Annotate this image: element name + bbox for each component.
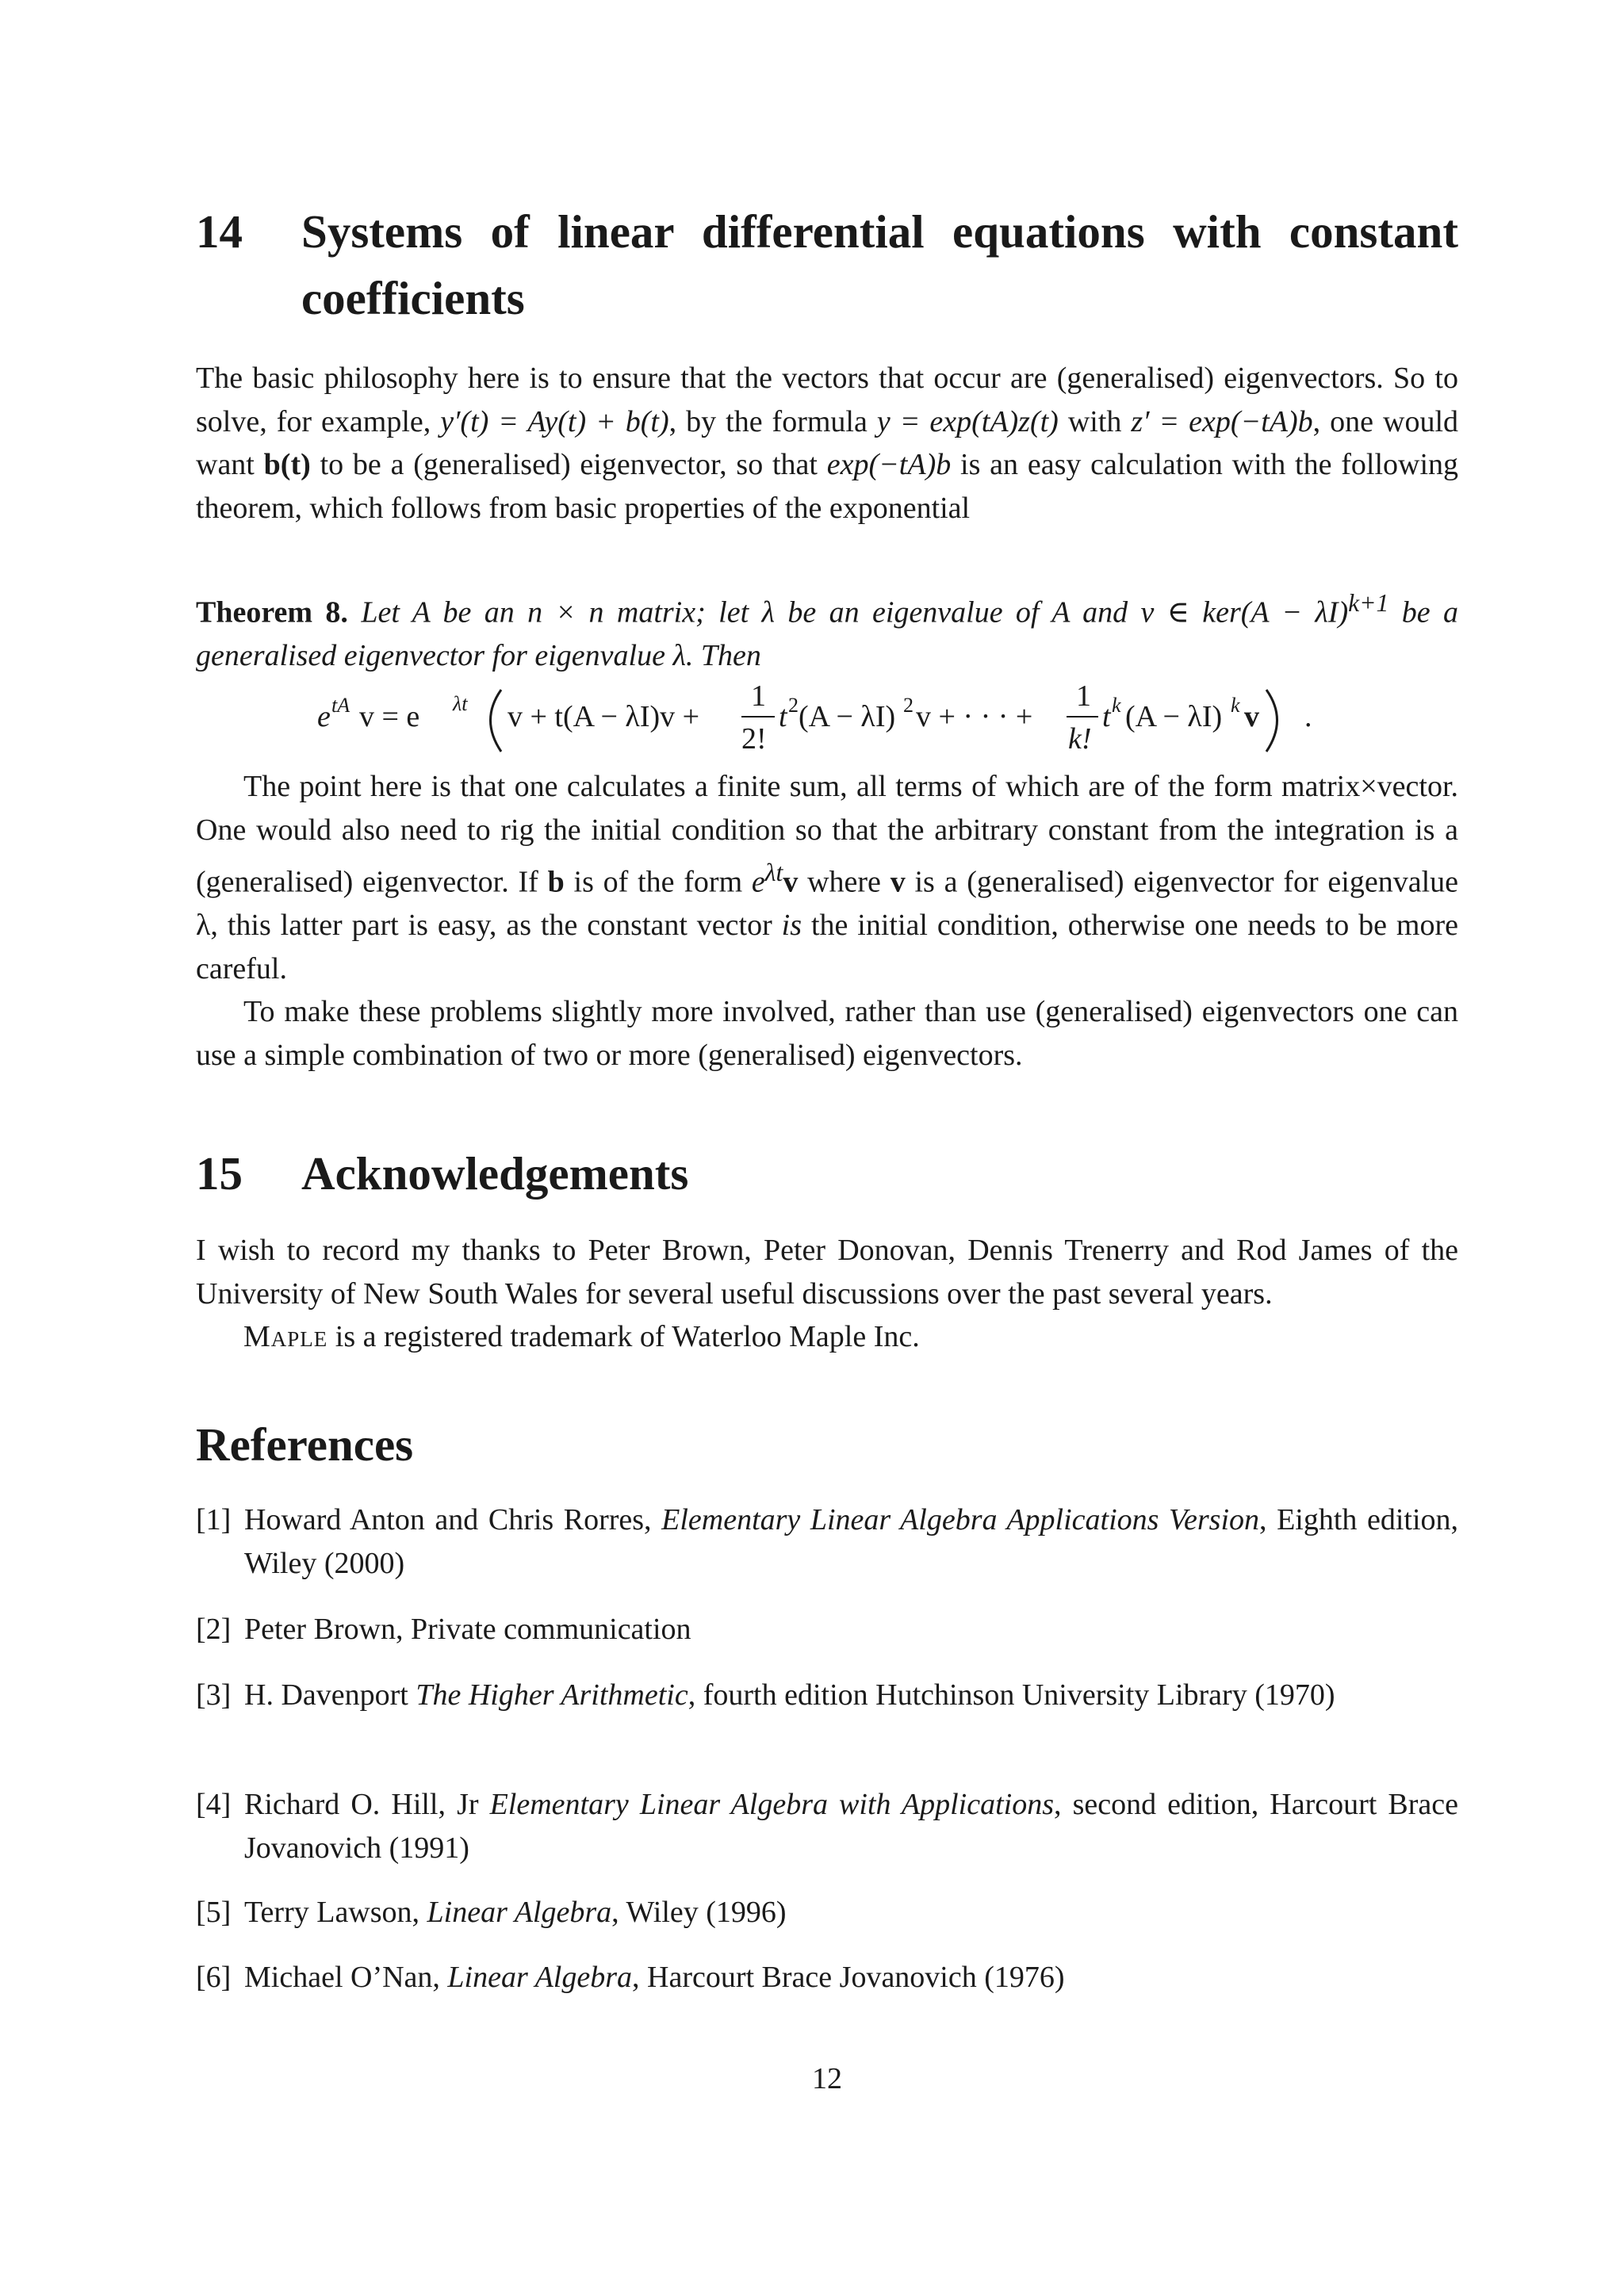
svg-text:v = e: v = e (359, 700, 420, 733)
exp-term: exp(−tA)b (826, 448, 952, 481)
reference-item: [1] Howard Anton and Chris Rorres, Elementary Linear Algebra Applications Version, Eighth edition, Wiley (2000) (196, 1503, 1458, 1580)
reference-title: Linear Algebra (447, 1961, 633, 1994)
right-paren (1266, 690, 1277, 752)
svg-text:t: t (1102, 700, 1111, 733)
svg-text:2: 2 (903, 694, 914, 717)
svg-text:v + · · · +: v + · · · + (916, 700, 1033, 733)
discussion-paragraph-2: To make these problems slightly more involved, rather than use (generalised) eigenvectors one can use a simple combination of two or more (generalised) eigenvectors. (196, 995, 1458, 1072)
svg-text:v + t(A − λI)v +: v + t(A − λI)v + (508, 700, 700, 733)
svg-text:.: . (1304, 700, 1312, 733)
section-title: Systems of linear differential equations with constant coefficients (301, 205, 1458, 324)
theorem-statement-cont: be a generalised eigenvector for eigenvalue λ. Then (196, 595, 1458, 673)
svg-text:k!: k! (1068, 722, 1092, 756)
b-of-t: b(t) (263, 448, 311, 481)
page-number: 12 (812, 2062, 842, 2095)
solution-formula: y = exp(tA)z(t) (876, 404, 1059, 438)
svg-text:1: 1 (751, 679, 766, 713)
trademark-note: Maple is a registered trademark of Waterloo Maple Inc. (243, 1320, 920, 1353)
ode-equation: y′(t) = Ay(t) + b(t) (440, 404, 669, 438)
svg-text:(A − λI): (A − λI) (799, 700, 896, 733)
section-15-heading (196, 1140, 1458, 1207)
reference-item: [4] Richard O. Hill, Jr Elementary Linear Algebra with Applications, second edition, Harcourt Brace Jovanovich (1991) (196, 1788, 1458, 1865)
z-derivative-formula: z′ = exp(−tA)b (1131, 404, 1313, 438)
references-heading: References (196, 1418, 414, 1471)
svg-text:t: t (779, 700, 787, 733)
reference-item: [3] H. Davenport The Higher Arithmetic, fourth edition Hutchinson University Library (1970) (196, 1678, 1335, 1712)
reference-title: Elementary Linear Algebra Applications Version (661, 1503, 1260, 1536)
theorem-statement: Let A be an n × n matrix; let λ be an eigenvalue of A and v ∈ ker(A − λI) (347, 595, 1349, 629)
svg-text:tA: tA (331, 694, 350, 717)
reference-item: [6] Michael O’Nan, Linear Algebra, Harcourt Brace Jovanovich (1976) (196, 1961, 1065, 1994)
svg-text:2: 2 (788, 694, 799, 717)
svg-text:1: 1 (1076, 679, 1091, 713)
reference-title: Elementary Linear Algebra with Applications (489, 1788, 1054, 1821)
eq-lhs: e (317, 700, 331, 733)
section-number: 15 (196, 1147, 243, 1200)
svg-text:2!: 2! (741, 722, 767, 756)
section-title: Acknowledgements (301, 1147, 689, 1200)
exponential-expansion-equation (196, 671, 1458, 766)
svg-text:v: v (1244, 700, 1259, 733)
svg-text:λt: λt (453, 692, 468, 715)
svg-text:(A − λI): (A − λI) (1125, 700, 1223, 733)
section-14-heading (196, 198, 1458, 331)
svg-text:k: k (1231, 694, 1240, 717)
left-paren (491, 690, 502, 752)
svg-text:k: k (1112, 694, 1121, 717)
section-number: 14 (196, 205, 243, 258)
discussion (196, 765, 1458, 1077)
discussion-paragraph-1: The point here is that one calculates a finite sum, all terms of which are of the form matrix×vector. One would also need to rig the initial condition so that the arbitrary constant from the integration is a (generalised) eigenvector. If b is of the form $e^{\lambda t}v$ where v is a (generalised) eigenvector for eigenvalue λ, this latter part is easy, as the constant vector is the initial condition, otherwise one needs to be more careful. (196, 770, 1459, 985)
acknowledgements-paragraph: I wish to record my thanks to Peter Brown, Peter Donovan, Dennis Trenerry and Rod James of the University of New South Wales for several useful discussions over the past several years. (196, 1234, 1458, 1311)
intro-paragraph: The basic philosophy here is to ensure that the vectors that occur are (generalised) eigenvectors. So to solve, for example, y′(t) = Ay(t) + b(t), by the formula y = exp(tA)z(t) with z′ = exp(−tA)b, one would want b(t) to be a (generalised) eigenvector, so that exp(−tA)b is an easy calculation with the following theorem, which follows from basic properties of the exponential (196, 362, 1458, 525)
reference-title: Linear Algebra (427, 1896, 612, 1929)
acknowledgements (196, 1229, 1458, 1359)
theorem-label: Theorem 8. (196, 595, 348, 629)
reference-title: The Higher Arithmetic (416, 1678, 688, 1712)
theorem-8: Theorem 8. Let A be an n × n matrix; let λ be an eigenvalue of A and v ∈ $ker(A - \lambda I)^{k+1}$ be a generalised eigenvector for eigenvalue λ. Then (196, 589, 1458, 673)
reference-item: [2] Peter Brown, Private communication (196, 1613, 691, 1646)
reference-item: [5] Terry Lawson, Linear Algebra, Wiley (1996) (196, 1896, 787, 1929)
